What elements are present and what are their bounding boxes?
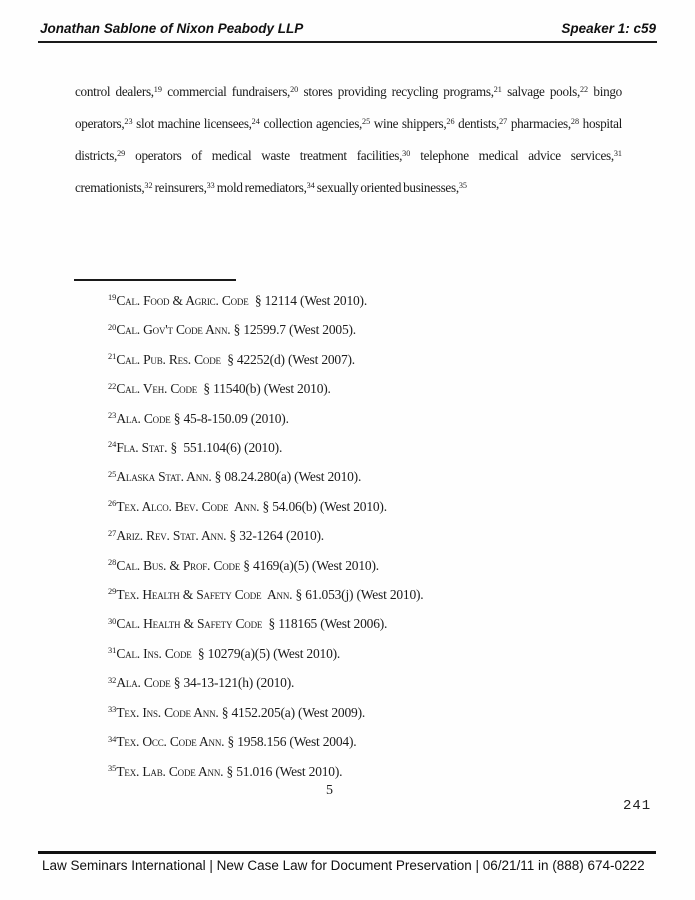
footnote-ref: 21 <box>493 84 502 94</box>
footnote-citation: § 61.053(j) (West 2010). <box>292 587 424 603</box>
footnote-number: 21 <box>108 352 117 362</box>
footnote-item <box>75 727 635 756</box>
footnote-ref: 19 <box>153 84 162 94</box>
footnote-number: 24 <box>108 440 117 450</box>
footnote-citation: § 1958.156 (West 2004). <box>224 734 357 750</box>
header-speaker: Speaker 1: c59 <box>561 21 656 36</box>
footnote-ref: 32 <box>144 180 153 190</box>
footnote-item <box>75 492 635 521</box>
footnote-source: Cal. Health & Safety Code <box>116 616 263 632</box>
footnote-item <box>75 668 635 697</box>
footnotes-list <box>75 286 635 786</box>
footnote-citation: § 54.06(b) (West 2010). <box>259 498 387 514</box>
footnote-citation: § 4152.205(a) (West 2009). <box>218 704 366 720</box>
footnote-item <box>75 315 635 344</box>
footnote-number: 30 <box>108 616 117 626</box>
stamp-number: 241 <box>623 798 652 814</box>
footnote-citation: § 118165 (West 2006). <box>262 616 388 632</box>
footnote-ref: 31 <box>613 148 622 158</box>
footnote-ref: 26 <box>446 116 455 126</box>
footnote-citation: § 08.24.280(a) (West 2010). <box>211 469 362 485</box>
footnote-source: Tex. Occ. Code Ann. <box>116 734 225 750</box>
footnote-citation: § 10279(a)(5) (West 2010). <box>191 645 341 661</box>
footnote-separator <box>74 279 236 281</box>
footnote-number: 33 <box>108 705 117 715</box>
footnote-item <box>75 580 635 609</box>
footnote-item <box>75 521 635 550</box>
footnote-item <box>75 609 635 638</box>
footnote-source: Cal. Veh. Code <box>116 381 198 397</box>
footnote-source: Cal. Food & Agric. Code <box>116 293 249 308</box>
footnote-source: Cal. Gov't Code Ann. <box>116 322 231 338</box>
footnote-ref: 28 <box>570 116 580 126</box>
footnote-item <box>75 345 635 374</box>
footnote-source: Tex. Lab. Code Ann. <box>116 763 224 779</box>
footnote-item <box>75 551 635 580</box>
footnote-ref: 24 <box>251 116 260 126</box>
footnote-source: Tex. Health & Safety Code Ann. <box>116 587 293 603</box>
footnote-item <box>75 639 635 668</box>
footnote-citation: § 51.016 (West 2010). <box>223 763 343 779</box>
footnote-item <box>75 757 635 786</box>
footnote-source: Ala. Code <box>116 410 171 426</box>
footnote-citation: § 12599.7 (West 2005). <box>230 322 356 338</box>
footnote-number: 35 <box>108 763 117 773</box>
footnote-number: 23 <box>108 411 117 421</box>
body-paragraph: control dealers,$^{19}$ commercial fundraisers,$^{20}$ stores providing recycling programs,$^{21}$ salvage pools,$^{22}$ bingo operators,$^{23}$ slot machine licensees,$^{24}$ collection agencies,$^{25}$ wine shippers,$^{26}$ dentists,$^{27}$ pharmacies,$^{28}$ hospital districts,$^{29}$ operators of medical waste treatment facilities,$^{30}$ telephone medical advice services,$^{31}$ cremationists,$^{32}$ reinsurers,$^{33}$ mold remediators,$^{34}$ sexually oriented businesses,$^{35}$ <box>75 84 623 195</box>
footnote-citation: § 4169(a)(5) (West 2010). <box>240 557 379 573</box>
footnote-ref: 34 <box>306 180 315 190</box>
footnote-citation: § 12114 (West 2010). <box>248 293 368 308</box>
footnote-number: 27 <box>108 528 117 538</box>
footnote-number: 22 <box>108 381 117 391</box>
footnote-number: 32 <box>108 675 117 685</box>
footnote-ref: 22 <box>579 84 589 94</box>
footnote-source: Cal. Bus. & Prof. Code <box>116 557 241 573</box>
footnote-source: Ala. Code <box>116 675 171 691</box>
footnote-number: 19 <box>108 293 117 303</box>
footnote-number: 20 <box>108 322 117 332</box>
footnote-number: 31 <box>108 646 117 656</box>
footnote-ref: 30 <box>402 148 411 158</box>
footnote-item <box>75 698 635 727</box>
footnote-ref: 33 <box>206 180 215 190</box>
footnote-number: 26 <box>108 499 117 509</box>
footnote-ref: 23 <box>124 116 133 126</box>
footnote-number: 29 <box>108 587 117 597</box>
footnote-citation: § 11540(b) (West 2010). <box>197 381 331 397</box>
footnote-ref: 27 <box>499 116 508 126</box>
footnote-source: Alaska Stat. Ann. <box>116 469 212 485</box>
footnote-source: Cal. Ins. Code <box>116 645 192 661</box>
footnote-number: 28 <box>108 558 117 568</box>
page-number: 5 <box>326 783 333 798</box>
footer-rule <box>38 851 656 854</box>
footnote-citation: § 42252(d) (West 2007). <box>220 351 355 367</box>
footnote-source: Ariz. Rev. Stat. Ann. <box>116 528 227 544</box>
footnote-ref: 20 <box>290 84 299 94</box>
footnote-ref: 35 <box>458 180 467 190</box>
footnote-item <box>75 374 635 403</box>
footnote-item <box>75 462 635 491</box>
footnote-citation: § 45-8-150.09 (2010). <box>170 410 289 426</box>
page-header <box>40 21 656 36</box>
footer-text: Law Seminars International | New Case Law for Document Preservation | 06/21/11 in (888) 674-0222 <box>42 858 645 873</box>
footnote-ref: 25 <box>362 116 371 126</box>
footnote-citation: § 34-13-121(h) (2010). <box>170 675 295 691</box>
header-rule <box>38 41 657 43</box>
header-author: Jonathan Sablone of Nixon Peabody LLP <box>40 21 304 36</box>
footnote-citation: § 551.104(6) (2010). <box>167 440 283 456</box>
footnote-ref: 29 <box>117 148 126 158</box>
footnote-item <box>75 433 635 462</box>
footnote-source: Tex. Ins. Code Ann. <box>116 704 219 720</box>
footnote-citation: § 32-1264 (2010). <box>226 528 324 544</box>
footnote-number: 34 <box>108 734 117 744</box>
footnote-source: Tex. Alco. Bev. Code Ann. <box>116 498 260 514</box>
footnote-item <box>75 404 635 433</box>
footnote-source: Cal. Pub. Res. Code <box>116 351 221 367</box>
footnote-source: Fla. Stat. <box>116 440 168 456</box>
footnote-item <box>75 286 635 315</box>
footnote-number: 25 <box>108 469 117 479</box>
